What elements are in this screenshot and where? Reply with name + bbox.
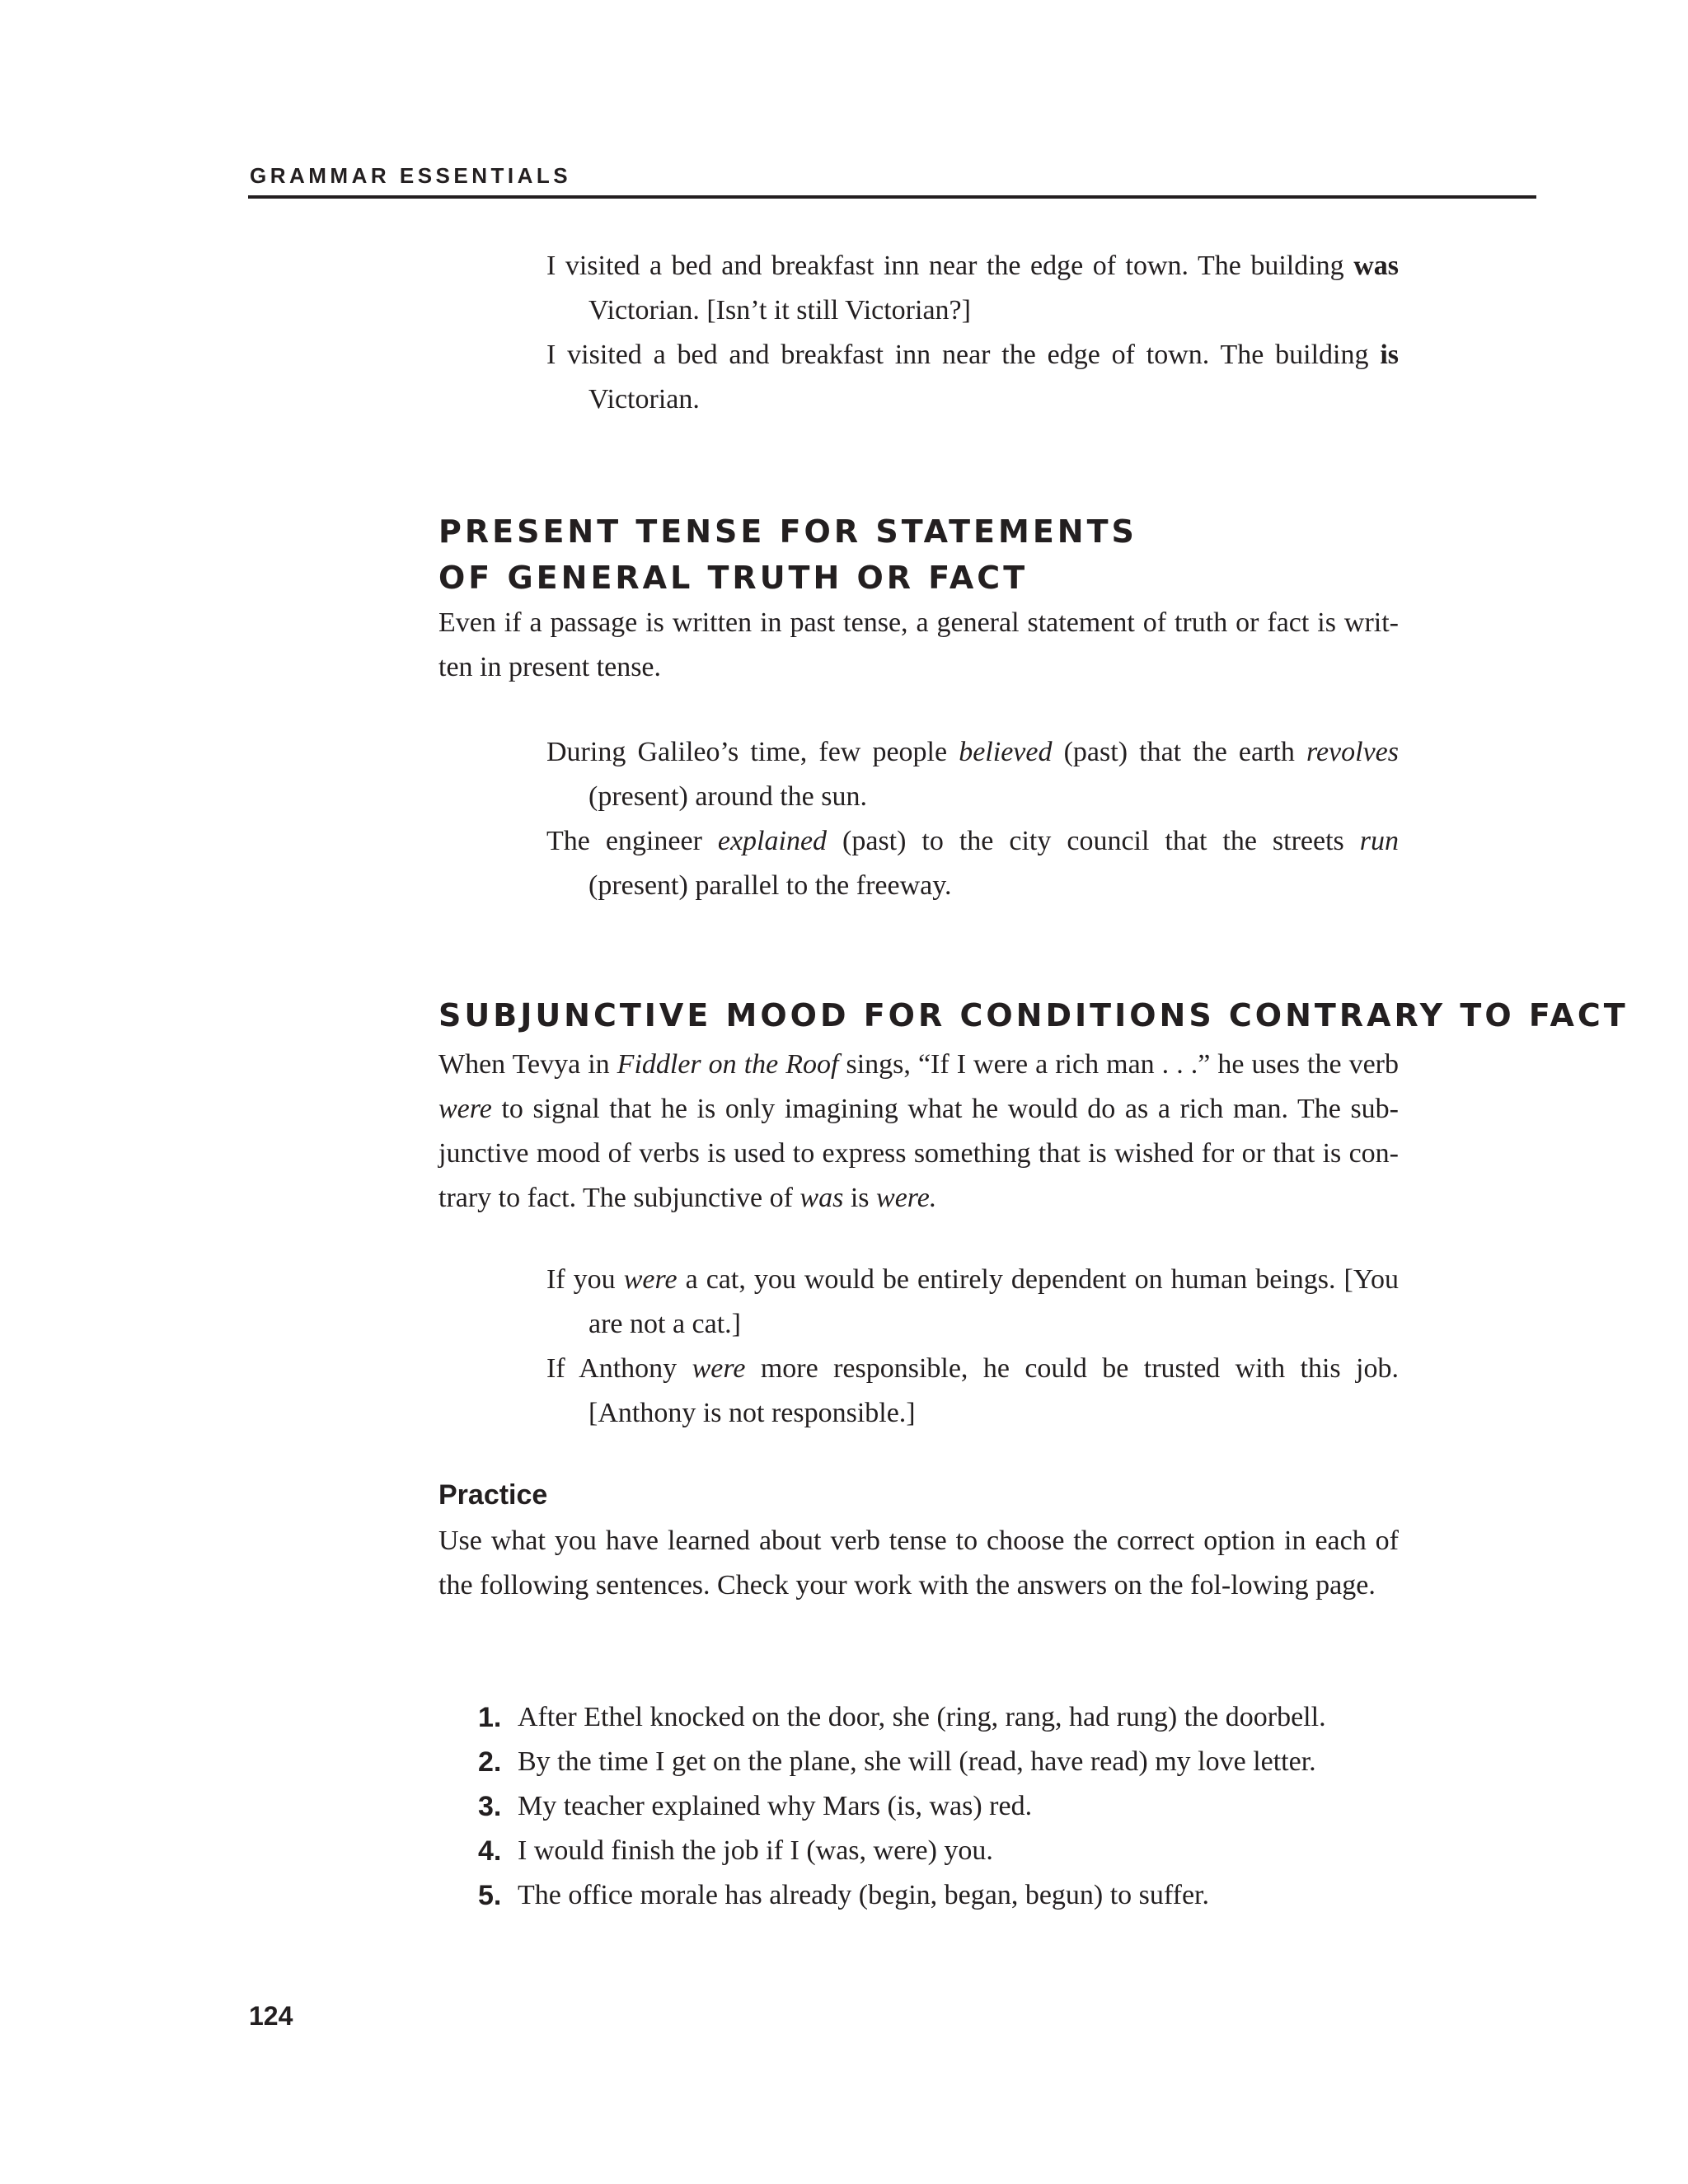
page-number: 124 xyxy=(249,2001,293,2031)
item-number: 1. xyxy=(478,1702,502,1733)
example-text: I visited a bed and breakfast inn near the edge of town. The building xyxy=(546,251,1354,281)
item-number: 2. xyxy=(478,1746,502,1778)
heading-line: PRESENT TENSE FOR STATEMENTS xyxy=(438,513,1137,550)
item-text: My teacher explained why Mars (is, was) red. xyxy=(518,1791,1033,1821)
example-text: (present) around the sun. xyxy=(588,781,868,812)
italic-title: Fiddler on the Roof xyxy=(617,1049,839,1080)
present-example-2 xyxy=(546,819,1399,908)
running-head: GRAMMAR ESSENTIALS xyxy=(250,163,572,188)
practice-item xyxy=(478,1829,1451,1873)
practice-item xyxy=(478,1695,1451,1740)
emphasized-verb: is xyxy=(1380,340,1399,370)
emphasized-verb: was xyxy=(1353,251,1399,281)
item-text: After Ethel knocked on the door, she (ring, rang, had rung) the doorbell. xyxy=(518,1702,1326,1732)
example-text: The engineer xyxy=(546,826,718,856)
intro-example-1 xyxy=(546,244,1399,333)
example-text: If you xyxy=(546,1264,624,1295)
example-text: During Galileo’s time, few people xyxy=(546,737,959,767)
header-rule xyxy=(248,195,1536,199)
paragraph-text: is xyxy=(843,1183,877,1213)
subjunctive-example-2 xyxy=(546,1347,1399,1436)
italic-verb: were xyxy=(438,1094,492,1124)
example-text: If Anthony xyxy=(546,1353,692,1384)
item-text: I would finish the job if I (was, were) you. xyxy=(518,1835,993,1866)
intro-example-block xyxy=(546,244,1399,422)
practice-instructions: Use what you have learned about verb tense to choose the correct option in each of the following sentences. Check your work with the answers on the fol-lowing page. xyxy=(438,1526,1399,1601)
example-text: (past) that the earth xyxy=(1052,737,1306,767)
paragraph-text: to signal that he is only imagining what he would do as a rich man. The sub-junctive mood of verbs is used to express something that is wished for or that is con-trary to fact. The subjunctive of xyxy=(438,1094,1399,1213)
paragraph-text: When Tevya in xyxy=(438,1049,617,1080)
present-tense-paragraph: Even if a passage is written in past tense, a general statement of truth or fact is writ-ten in present tense. xyxy=(438,607,1399,682)
present-example-block xyxy=(546,730,1399,908)
present-example-1 xyxy=(546,730,1399,819)
italic-verb: were xyxy=(692,1353,746,1384)
example-text: Victorian. [Isn’t it still Victorian?] xyxy=(588,295,971,326)
example-text: (present) parallel to the freeway. xyxy=(588,870,952,901)
example-text: Victorian. xyxy=(588,384,700,415)
item-number: 3. xyxy=(478,1791,502,1822)
practice-heading: Practice xyxy=(438,1479,548,1511)
item-text: The office morale has already (begin, began, begun) to suffer. xyxy=(518,1880,1209,1910)
subjunctive-example-block xyxy=(546,1258,1399,1436)
item-number: 4. xyxy=(478,1835,502,1867)
item-number: 5. xyxy=(478,1880,502,1911)
example-text: a cat, you would be entirely dependent on human beings. [You are not a cat.] xyxy=(588,1264,1399,1339)
intro-example-2 xyxy=(546,333,1399,422)
practice-list xyxy=(478,1695,1451,1918)
italic-verb: were xyxy=(623,1264,678,1295)
paragraph-text: sings, “If I were a rich man . . .” he uses the verb xyxy=(838,1049,1399,1080)
practice-item xyxy=(478,1740,1451,1784)
section-heading-present-tense xyxy=(438,509,1137,601)
example-text: more responsible, he could be trusted with this job. [Anthony is not responsible.] xyxy=(588,1353,1399,1428)
practice-item xyxy=(478,1873,1451,1918)
italic-verb: was xyxy=(799,1183,844,1213)
subjunctive-paragraph xyxy=(438,1043,1399,1221)
subjunctive-example-1 xyxy=(546,1258,1399,1347)
example-text: I visited a bed and breakfast inn near the edge of town. The building xyxy=(546,340,1381,370)
section-heading-subjunctive: SUBJUNCTIVE MOOD FOR CONDITIONS CONTRARY TO FACT xyxy=(438,997,1629,1033)
italic-verb: revolves xyxy=(1306,737,1399,767)
example-text: (past) to the city council that the streets xyxy=(827,826,1360,856)
italic-verb: explained xyxy=(717,826,828,856)
practice-item xyxy=(478,1784,1451,1829)
italic-verb: run xyxy=(1359,826,1399,856)
item-text: By the time I get on the plane, she will (read, have read) my love letter. xyxy=(518,1746,1316,1777)
heading-line: OF GENERAL TRUTH OR FACT xyxy=(438,560,1029,596)
italic-verb: were. xyxy=(876,1183,937,1213)
italic-verb: believed xyxy=(959,737,1053,767)
